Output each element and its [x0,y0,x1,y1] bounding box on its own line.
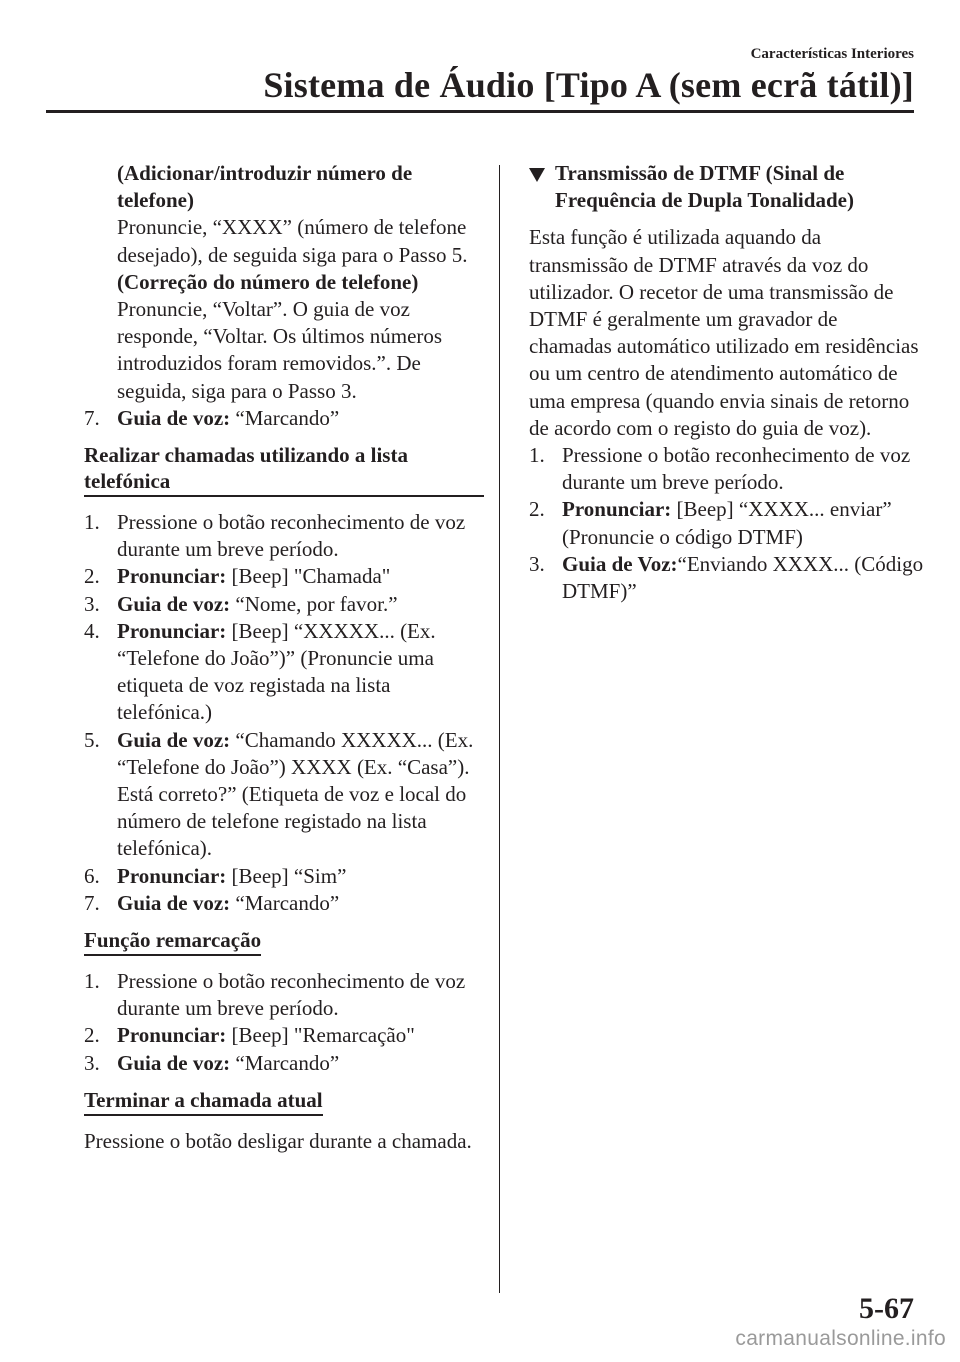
list-item [84,1050,484,1077]
step-label: Pronunciar: [117,564,227,589]
step-label: Guia de Voz: [562,551,678,576]
redial-steps [84,968,484,1077]
list-item [84,863,484,890]
step-label: Pronunciar: [117,618,227,643]
phonebook-heading: Realizar chamadas utilizando a lista telefónica [84,442,484,497]
step-label: Pronunciar: [117,1023,227,1048]
triangle-bullet-icon [529,168,545,182]
section-label: Características Interiores [750,46,914,62]
step-label: Guia de voz: [117,727,231,752]
step-text: [Beep] “Sim” [226,863,347,888]
step-text: [Beep] “XXXXX... (Ex. “Telefone do João”)” (Pronuncie uma etiqueta de voz registada na lista telefónica.) [117,618,436,725]
add-number-text: Pronuncie, “XXXX” (número de telefone desejado), de seguida siga para o Passo 5. [117,215,468,267]
list-item [529,496,925,550]
left-column [84,160,484,1155]
end-call-text: Pressione o botão desligar durante a chamada. [84,1128,472,1153]
watermark: carmanualsonline.info [735,1327,946,1350]
add-number-heading: (Adicionar/introduzir número de telefone) [117,161,413,213]
step-number: 1. [84,510,100,535]
step-label: Pronunciar: [562,497,672,522]
step-number: 4. [84,618,100,643]
dtmf-heading-text: Transmissão de DTMF (Sinal de Frequência de Dupla Tonalidade) [555,161,854,213]
step-label: Pronunciar: [117,863,227,888]
step-number: 6. [84,863,100,888]
step-number: 3. [84,1050,100,1075]
list-item [84,618,484,727]
step-text: Pressione o botão reconhecimento de voz durante um breve período. [562,443,911,495]
list-item [84,890,484,917]
step-number: 7. [84,890,100,915]
end-call-heading: Terminar a chamada atual [84,1087,323,1116]
list-item [529,442,925,496]
step-text: “Chamando XXXXX... (Ex. “Telefone do João”) XXXX (Ex. “Casa”). Está correto?” (Etiqueta de voz e local do número de telefone registado na lista telefónica). [117,727,474,861]
step-number: 2. [84,564,100,589]
step-number: 3. [529,551,545,576]
list-item [84,509,484,563]
step-label: Guia de voz: [117,1050,231,1075]
step-number: 7. [84,405,100,430]
step-text: “Marcando” [230,405,340,430]
list-item [84,591,484,618]
step-number: 2. [529,497,545,522]
step-text: [Beep] “XXXX... enviar” (Pronuncie o código DTMF) [562,497,892,549]
step-number: 1. [529,443,545,468]
step-text: Pressione o botão reconhecimento de voz durante um breve período. [117,969,466,1021]
fix-number-text: Pronuncie, “Voltar”. O guia de voz responde, “Voltar. Os últimos números introduzidos foram removidos.”. De seguida, siga para o Passo 3. [117,297,443,403]
dtmf-description: Esta função é utilizada aquando da transmissão de DTMF através da voz do utilizador. O recetor de uma transmissão de DTMF é geralmente um gravador de chamadas automático utilizado em residências ou um centro de atendimento automático de uma empresa (quando envia sinais de retorno de acordo com o registo do guia de voz). [529,225,919,440]
right-column [529,160,925,605]
step-text: “Marcando” [230,890,340,915]
intro-step-7 [84,405,484,432]
redial-heading: Função remarcação [84,927,261,956]
step-label: Guia de voz: [117,405,231,430]
step-text: Pressione o botão reconhecimento de voz durante um breve período. [117,510,466,562]
step-number: 3. [84,591,100,616]
dtmf-steps [529,442,925,605]
phonebook-steps [84,509,484,917]
step-label: Guia de voz: [117,890,231,915]
step-text: “Marcando” [230,1050,340,1075]
step-text: “Enviando XXXX... (Código DTMF)” [562,551,924,604]
step-number: 2. [84,1023,100,1048]
step-number: 5. [84,727,100,752]
step-text: [Beep] "Remarcação" [226,1023,415,1048]
dtmf-heading [529,160,925,214]
header-rule [46,110,914,113]
step-number: 1. [84,969,100,994]
step-text: [Beep] "Chamada" [226,564,391,589]
step-text: “Nome, por favor.” [230,591,398,616]
list-item [84,1022,484,1049]
column-divider [499,165,500,1293]
list-item [84,968,484,1022]
page-title: Sistema de Áudio [Tipo A (sem ecrã tátil)] [263,65,914,105]
fix-number-heading: (Correção do número de telefone) [117,269,419,294]
page-number: 5-67 [859,1292,914,1325]
list-item [84,727,484,863]
list-item [84,563,484,590]
list-item [529,551,925,605]
step-label: Guia de voz: [117,591,231,616]
